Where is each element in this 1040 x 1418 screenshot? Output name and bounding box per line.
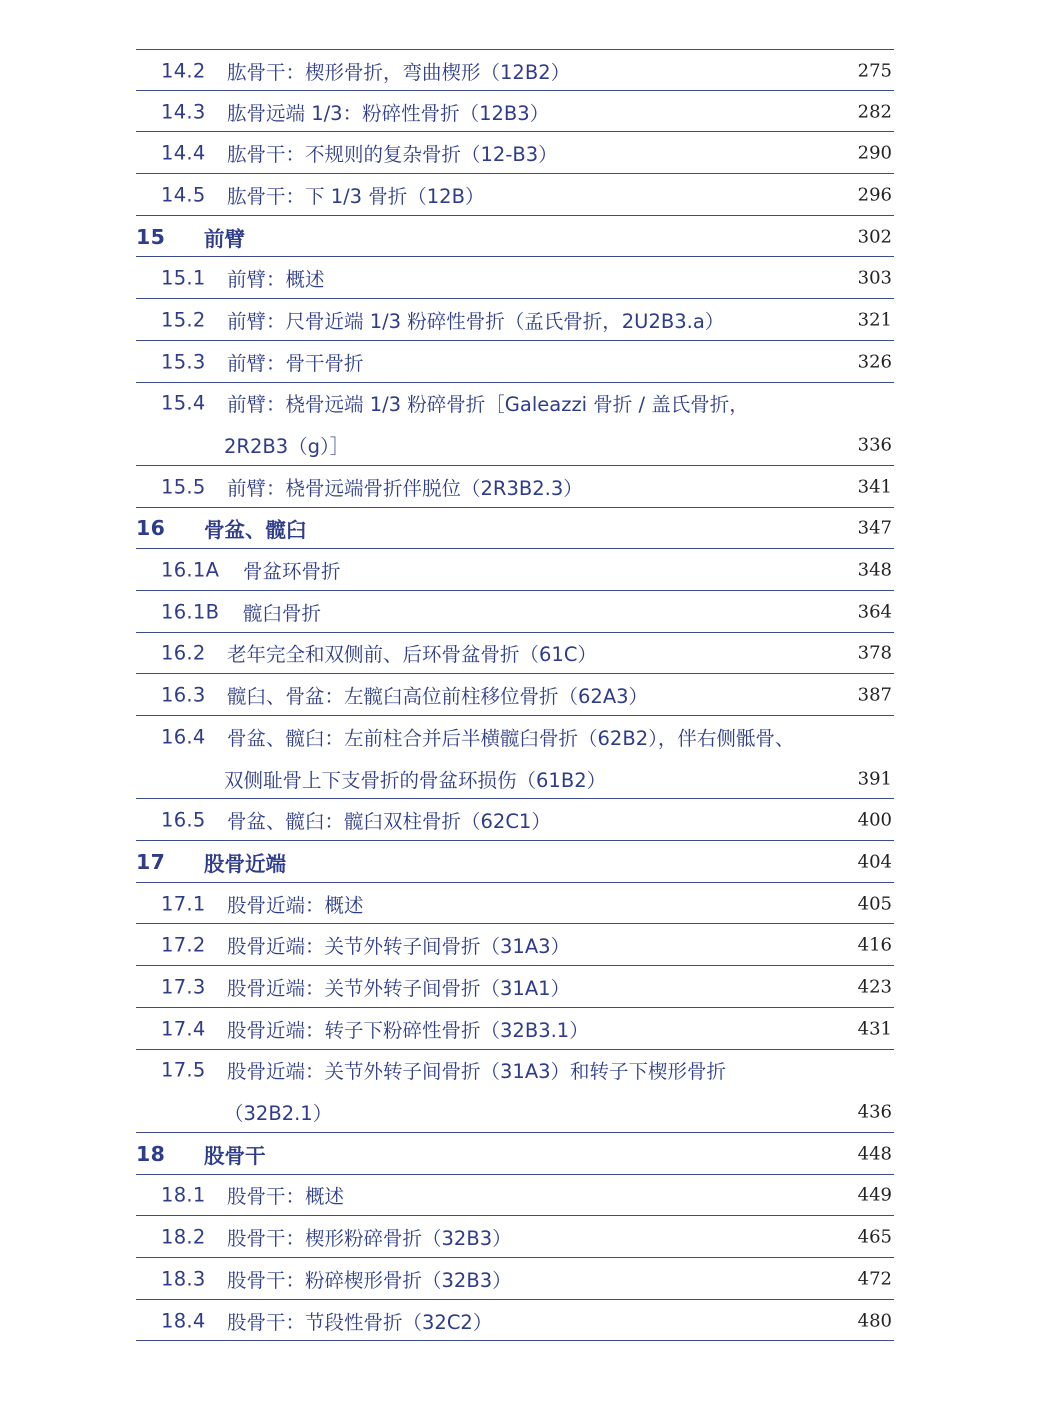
section-title-continued: 2R2B3（g）］ bbox=[224, 435, 350, 459]
toc-section-row[interactable] bbox=[136, 383, 894, 466]
toc-row-line bbox=[136, 341, 894, 383]
page-number: 341 bbox=[857, 476, 892, 498]
toc-row-line bbox=[136, 299, 894, 341]
toc-row-continuation bbox=[136, 1091, 894, 1133]
section-title: 股骨近端：转子下粉碎性骨折（32B3.1） bbox=[227, 1018, 589, 1042]
page-number: 480 bbox=[857, 1310, 892, 1332]
section-number: 14.2 bbox=[161, 59, 206, 83]
section-title: 股骨近端：关节外转子间骨折（31A3）和转子下楔形骨折 bbox=[227, 1060, 727, 1084]
page-number: 290 bbox=[857, 142, 892, 164]
page-number: 472 bbox=[857, 1268, 892, 1290]
section-number: 15.1 bbox=[161, 266, 206, 290]
toc-section-row[interactable] bbox=[136, 549, 894, 591]
section-number: 14.5 bbox=[161, 183, 206, 207]
toc-row-line bbox=[136, 1300, 894, 1342]
toc-section-row[interactable] bbox=[136, 299, 894, 341]
section-title-continued: （32B2.1） bbox=[224, 1102, 333, 1126]
chapter-title: 股骨近端 bbox=[204, 851, 286, 876]
toc-section-row[interactable] bbox=[136, 1216, 894, 1258]
toc-row-line bbox=[136, 1175, 894, 1217]
page-number: 449 bbox=[857, 1184, 892, 1206]
page-number: 400 bbox=[857, 809, 892, 831]
chapter-title: 股骨干 bbox=[204, 1143, 266, 1168]
page-number: 423 bbox=[857, 976, 892, 998]
toc-section-row[interactable] bbox=[136, 257, 894, 299]
toc-row-line bbox=[136, 591, 894, 633]
chapter-number: 18 bbox=[136, 1141, 166, 1166]
page-number: 405 bbox=[857, 893, 892, 915]
section-title: 前臂：桡骨远端 1/3 粉碎骨折［Galeazzi 骨折 / 盖氏骨折， bbox=[227, 393, 749, 417]
toc-row-line bbox=[136, 549, 894, 591]
toc-row-line bbox=[136, 966, 894, 1008]
toc-section-row[interactable] bbox=[136, 1008, 894, 1050]
section-number: 16.3 bbox=[161, 683, 206, 707]
section-title: 前臂：尺骨近端 1/3 粉碎性骨折（孟氏骨折，2U2B3.a） bbox=[227, 309, 725, 333]
section-title: 前臂：桡骨远端骨折伴脱位（2R3B2.3） bbox=[227, 476, 583, 500]
page-number: 378 bbox=[857, 642, 892, 664]
toc-section-row[interactable] bbox=[136, 1258, 894, 1300]
section-number: 16.2 bbox=[161, 641, 206, 665]
toc-section-row[interactable] bbox=[136, 633, 894, 675]
page-number: 387 bbox=[857, 684, 892, 706]
section-number: 17.5 bbox=[161, 1058, 206, 1082]
section-number: 17.2 bbox=[161, 933, 206, 957]
section-number: 18.3 bbox=[161, 1267, 206, 1291]
toc-row-line bbox=[136, 91, 894, 133]
section-title: 骨盆、髋臼：髋臼双柱骨折（62C1） bbox=[227, 810, 551, 834]
toc-section-row[interactable] bbox=[136, 591, 894, 633]
toc-section-row[interactable] bbox=[136, 799, 894, 841]
page-number: 465 bbox=[857, 1226, 892, 1248]
section-number: 15.3 bbox=[161, 350, 206, 374]
toc-row-line bbox=[136, 924, 894, 966]
section-title: 股骨干：楔形粉碎骨折（32B3） bbox=[227, 1227, 512, 1251]
section-title: 股骨干：节段性骨折（32C2） bbox=[227, 1310, 493, 1334]
page-number: 347 bbox=[857, 517, 892, 539]
page-number: 436 bbox=[857, 1101, 892, 1123]
page-number: 431 bbox=[857, 1018, 892, 1040]
toc-row-line bbox=[136, 383, 894, 425]
toc-section-row[interactable] bbox=[136, 1050, 894, 1133]
toc-section-row[interactable] bbox=[136, 966, 894, 1008]
section-title: 肱骨干：下 1/3 骨折（12B） bbox=[227, 184, 485, 208]
toc-section-row[interactable] bbox=[136, 1300, 894, 1342]
toc-section-row[interactable] bbox=[136, 91, 894, 133]
page-number: 364 bbox=[857, 601, 892, 623]
chapter-number: 17 bbox=[136, 849, 166, 874]
page-number: 296 bbox=[857, 184, 892, 206]
section-number: 15.5 bbox=[161, 475, 206, 499]
page-number: 404 bbox=[857, 851, 892, 873]
toc-row-continuation bbox=[136, 424, 894, 466]
section-title: 肱骨干：楔形骨折，弯曲楔形（12B2） bbox=[227, 60, 571, 84]
section-number: 17.1 bbox=[161, 892, 206, 916]
toc-row-line bbox=[136, 633, 894, 675]
toc-row-line bbox=[136, 674, 894, 716]
section-title: 肱骨干：不规则的复杂骨折（12-B3） bbox=[227, 143, 558, 167]
section-title: 髋臼、骨盆：左髋臼高位前柱移位骨折（62A3） bbox=[227, 685, 649, 709]
page-number: 303 bbox=[857, 267, 892, 289]
section-number: 18.2 bbox=[161, 1225, 206, 1249]
toc-row-line bbox=[136, 1258, 894, 1300]
section-number: 17.4 bbox=[161, 1017, 206, 1041]
chapter-title: 骨盆、髋臼 bbox=[204, 518, 307, 543]
section-title-continued: 双侧耻骨上下支骨折的骨盆环损伤（61B2） bbox=[224, 768, 607, 792]
toc-chapter-row[interactable] bbox=[136, 1133, 894, 1175]
toc-row-line bbox=[136, 132, 894, 174]
section-number: 16.1B bbox=[161, 600, 220, 624]
toc-section-row[interactable] bbox=[136, 49, 894, 91]
section-number: 16.5 bbox=[161, 808, 206, 832]
chapter-number: 16 bbox=[136, 516, 166, 541]
section-number: 18.1 bbox=[161, 1183, 206, 1207]
section-number: 17.3 bbox=[161, 975, 206, 999]
section-title: 股骨近端：概述 bbox=[227, 893, 364, 917]
toc-row-line bbox=[136, 1216, 894, 1258]
toc-section-row[interactable] bbox=[136, 174, 894, 216]
toc-section-row[interactable] bbox=[136, 674, 894, 716]
page-number: 275 bbox=[857, 60, 892, 82]
toc-row-line bbox=[136, 716, 894, 758]
section-number: 18.4 bbox=[161, 1309, 206, 1333]
section-title: 髋臼骨折 bbox=[243, 601, 322, 625]
toc-row-line bbox=[136, 508, 894, 550]
section-number: 14.3 bbox=[161, 100, 206, 124]
toc-row-line bbox=[136, 50, 894, 92]
section-title: 股骨干：概述 bbox=[227, 1185, 345, 1209]
toc-row-continuation bbox=[136, 758, 894, 800]
page-number: 302 bbox=[857, 226, 892, 248]
toc-section-row[interactable] bbox=[136, 924, 894, 966]
toc-row-line bbox=[136, 841, 894, 883]
toc-chapter-row[interactable] bbox=[136, 508, 894, 550]
section-title: 前臂：骨干骨折 bbox=[227, 351, 364, 375]
page-number: 321 bbox=[857, 309, 892, 331]
page-number: 336 bbox=[857, 434, 892, 456]
toc-row-line bbox=[136, 257, 894, 299]
section-number: 15.4 bbox=[161, 391, 206, 415]
toc-section-row[interactable] bbox=[136, 341, 894, 383]
page-number: 391 bbox=[857, 768, 892, 790]
toc-row-line bbox=[136, 799, 894, 841]
table-of-contents bbox=[136, 49, 894, 1341]
toc-row-line bbox=[136, 216, 894, 258]
toc-row-line bbox=[136, 1008, 894, 1050]
page-number: 416 bbox=[857, 934, 892, 956]
section-number: 16.4 bbox=[161, 725, 206, 749]
toc-chapter-row[interactable] bbox=[136, 841, 894, 883]
section-title: 骨盆环骨折 bbox=[243, 560, 341, 584]
toc-section-row[interactable] bbox=[136, 1175, 894, 1217]
section-number: 16.1A bbox=[161, 558, 220, 582]
toc-section-row[interactable] bbox=[136, 132, 894, 174]
section-number: 14.4 bbox=[161, 141, 206, 165]
chapter-title: 前臂 bbox=[204, 226, 245, 251]
toc-row-line bbox=[136, 1050, 894, 1092]
page-number: 282 bbox=[857, 101, 892, 123]
page-number: 348 bbox=[857, 559, 892, 581]
section-title: 骨盆、髋臼：左前柱合并后半横髋臼骨折（62B2），伴右侧骶骨、 bbox=[227, 726, 795, 750]
toc-row-line bbox=[136, 174, 894, 216]
page-number: 326 bbox=[857, 351, 892, 373]
section-title: 股骨近端：关节外转子间骨折（31A1） bbox=[227, 977, 571, 1000]
chapter-number: 15 bbox=[136, 224, 166, 249]
toc-section-row[interactable] bbox=[136, 466, 894, 508]
section-title: 肱骨远端 1/3：粉碎性骨折（12B3） bbox=[227, 101, 550, 125]
toc-row-line bbox=[136, 883, 894, 925]
section-number: 15.2 bbox=[161, 308, 206, 332]
toc-row-line bbox=[136, 1133, 894, 1175]
toc-chapter-row[interactable] bbox=[136, 216, 894, 258]
section-title: 老年完全和双侧前、后环骨盆骨折（61C） bbox=[227, 643, 597, 667]
toc-row-line bbox=[136, 466, 894, 508]
toc-section-row[interactable] bbox=[136, 716, 894, 799]
page-number: 448 bbox=[857, 1143, 892, 1165]
section-title: 股骨近端：关节外转子间骨折（31A3） bbox=[227, 935, 571, 959]
section-title: 股骨干：粉碎楔形骨折（32B3） bbox=[227, 1268, 512, 1292]
section-title: 前臂：概述 bbox=[227, 268, 325, 292]
toc-section-row[interactable] bbox=[136, 883, 894, 925]
